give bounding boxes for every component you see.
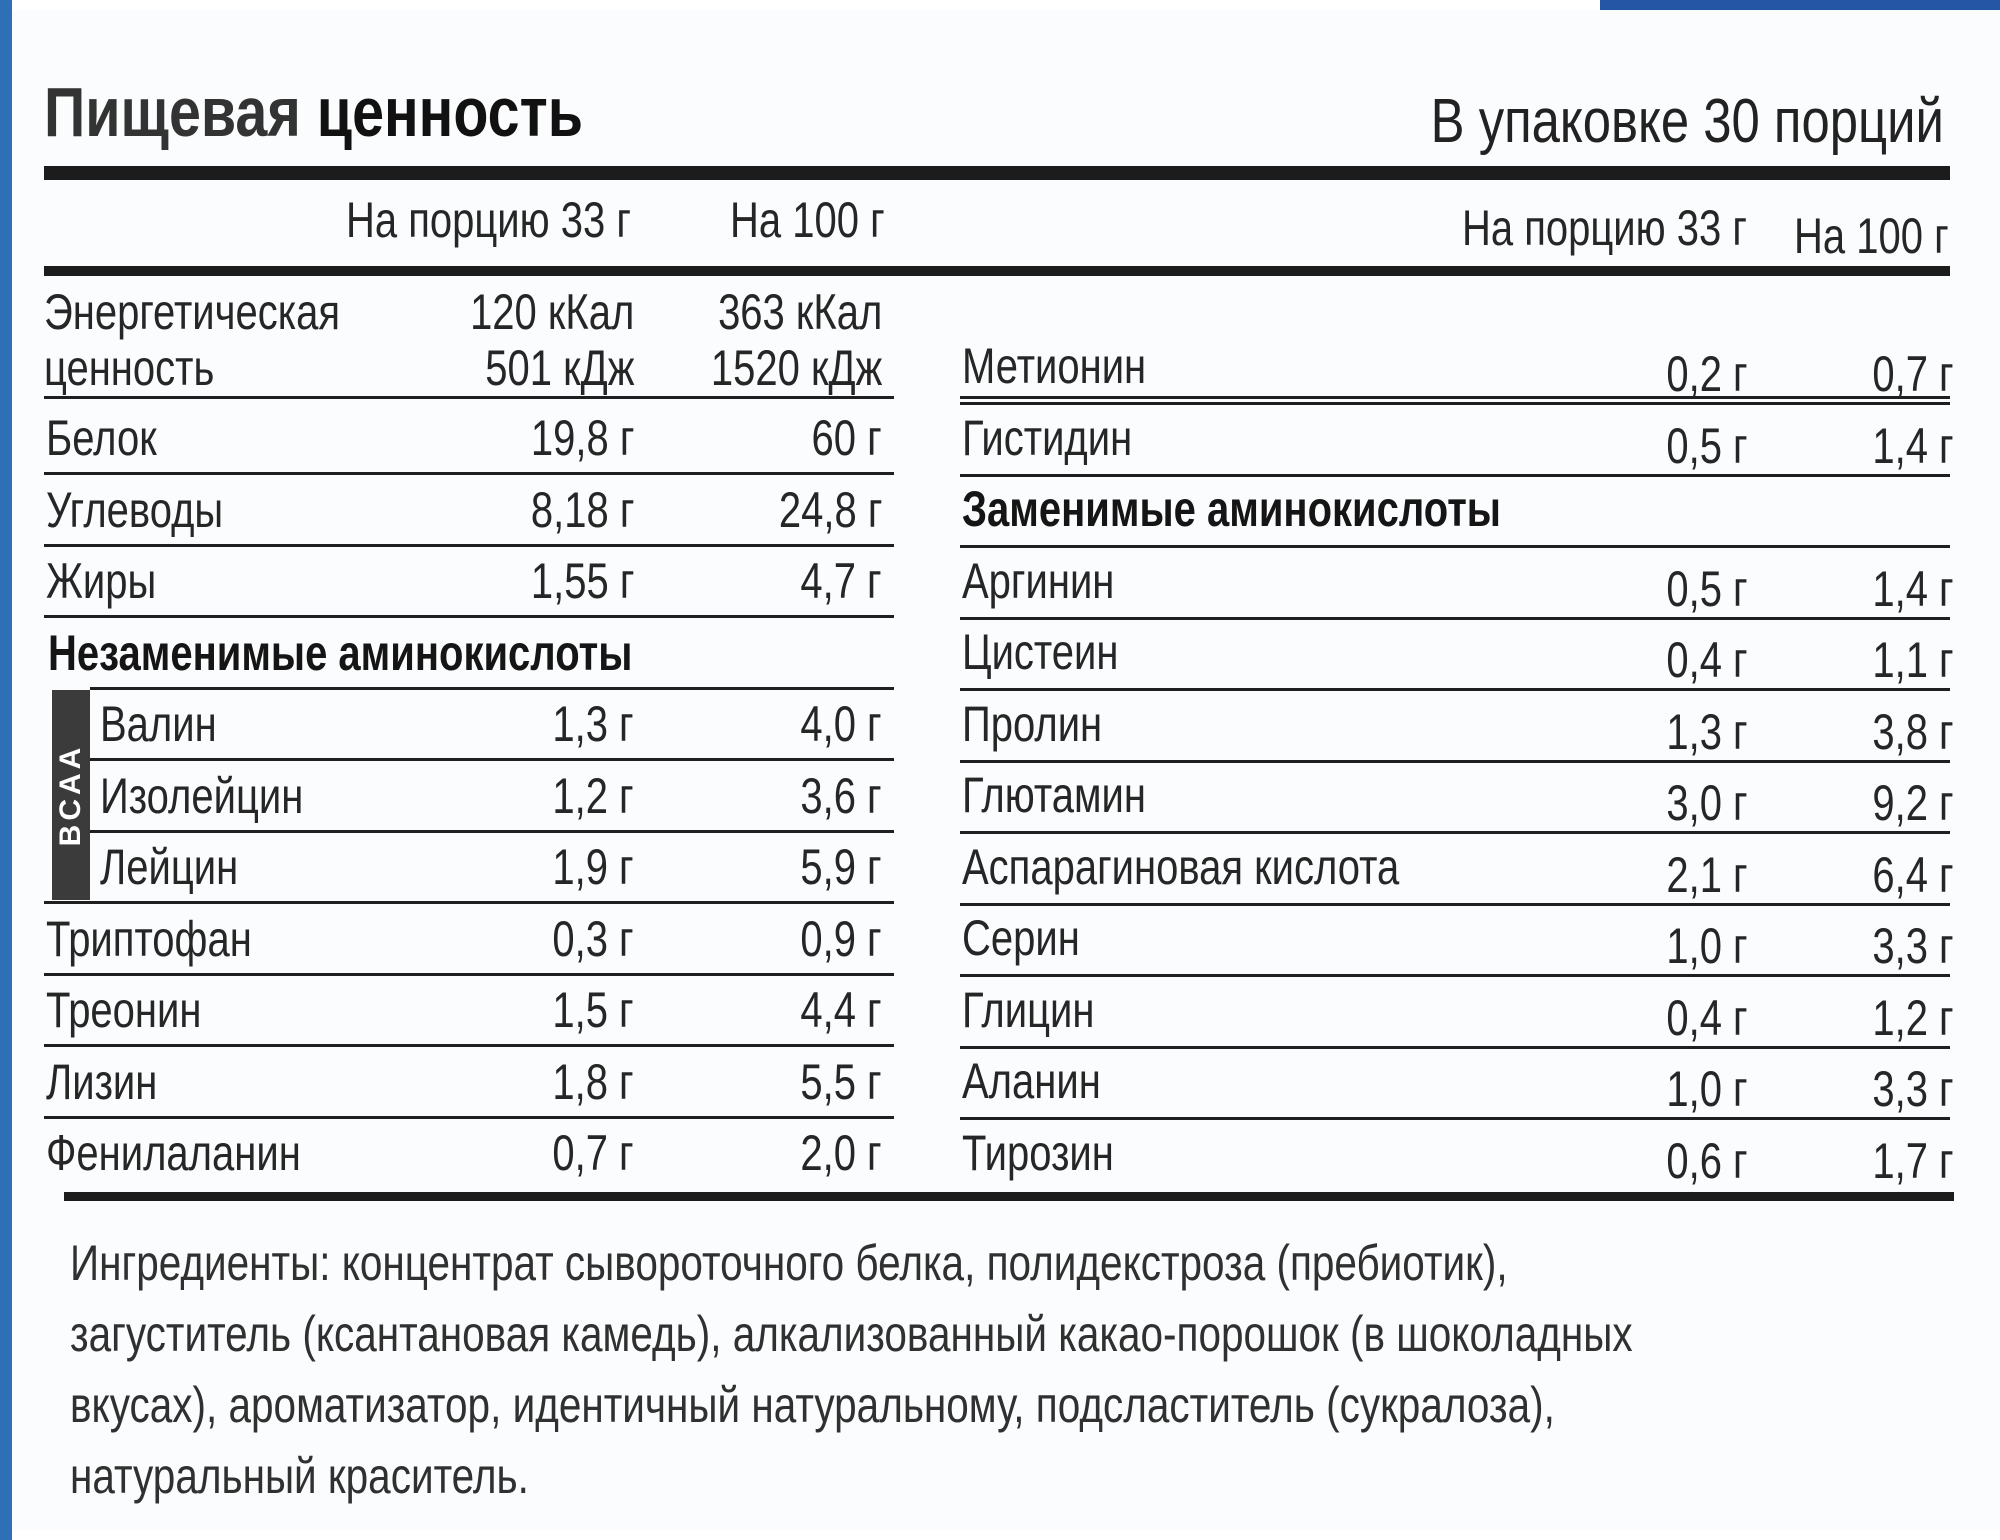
nutrient-serving: 8,18 г [530, 482, 634, 538]
ingredients-text [70, 1228, 1950, 1512]
row-divider [960, 396, 1950, 399]
nutrient-per100: 4,7 г [800, 553, 882, 609]
nutrient-name: Серин [962, 910, 1080, 966]
nutrient-name: Аспарагиновая кислота [962, 839, 1400, 895]
nutrient-name: Аргинин [962, 553, 1115, 609]
nutrient-name: Аланин [962, 1053, 1101, 1109]
row-divider [44, 1116, 894, 1119]
nutrient-name: Метионин [962, 338, 1147, 394]
nutrient-serving: 0,4 г [1666, 990, 1748, 1046]
nutrient-serving: 0,5 г [1666, 561, 1748, 617]
right-header-per100: На 100 г [1794, 208, 1949, 264]
nutrient-name: Углеводы [46, 482, 224, 538]
nutrient-per100: 1,4 г [1872, 418, 1954, 474]
row-divider [960, 1046, 1950, 1049]
nutrient-name: Гистидин [962, 410, 1133, 466]
row-divider [90, 687, 894, 690]
package-edge-left [0, 0, 12, 1540]
nutrient-name: Глицин [962, 982, 1095, 1038]
nutrient-per100: 4,0 г [800, 696, 882, 752]
row-divider [960, 1117, 1950, 1120]
nutrient-name: Жиры [46, 553, 157, 609]
nutrient-name: Глютамин [962, 767, 1146, 823]
nutrient-serving: 1,8 г [552, 1054, 634, 1110]
nutrient-name: Пролин [962, 696, 1103, 752]
nutrient-per100: 60 г [811, 410, 882, 466]
left-header-serving: На порцию 33 г [346, 192, 631, 248]
nutrient-serving: 19,8 г [530, 410, 634, 466]
energy-per100-kcal: 363 кКал [717, 284, 882, 340]
ingredients-line: Ингредиенты: концентрат сывороточного белка, полидекстроза (пребиотик), [70, 1235, 1508, 1291]
title-word-2: ценность [316, 73, 583, 151]
energy-label-line2: ценность [44, 340, 215, 396]
row-divider [44, 396, 894, 399]
bottom-rule [64, 1192, 1954, 1201]
nutrient-per100: 9,2 г [1872, 775, 1954, 831]
nutrient-name: Триптофан [46, 911, 252, 967]
nutrient-per100: 3,3 г [1872, 1061, 1954, 1117]
nutrient-per100: 0,7 г [1872, 346, 1954, 402]
title-word-1: Пищевая [44, 73, 301, 151]
bcaa-badge [52, 690, 90, 900]
energy-serving-kcal: 120 кКал [469, 284, 634, 340]
page-title [44, 72, 583, 152]
nutrient-serving: 1,55 г [530, 553, 634, 609]
nutrient-name: Лизин [46, 1054, 158, 1110]
nutrient-per100: 1,2 г [1872, 990, 1954, 1046]
nutrient-name: Валин [100, 696, 217, 752]
nutrient-per100: 3,3 г [1872, 918, 1954, 974]
row-divider [90, 758, 894, 761]
row-divider [44, 1044, 894, 1047]
nutrient-per100: 1,1 г [1872, 632, 1954, 688]
row-divider [44, 615, 894, 618]
servings-note: В упаковке 30 порций [1430, 87, 1944, 156]
row-divider [960, 402, 1950, 405]
nutrient-serving: 1,3 г [552, 696, 634, 752]
row-divider [960, 617, 1950, 620]
nutrient-serving: 1,5 г [552, 982, 634, 1038]
nutrient-per100: 24,8 г [778, 482, 882, 538]
energy-serving-kj: 501 кДж [484, 340, 634, 396]
nutrient-name: Изолейцин [100, 768, 304, 824]
row-divider [960, 474, 1950, 477]
nutrient-serving: 0,7 г [552, 1125, 634, 1181]
nutrient-name: Цистеин [962, 624, 1119, 680]
nutrient-per100: 3,6 г [800, 768, 882, 824]
energy-label-line1: Энергетическая [44, 284, 340, 340]
nutrient-per100: 6,4 г [1872, 847, 1954, 903]
section-heading: Незаменимые аминокислоты [48, 625, 633, 681]
ingredients-line: вкусах), ароматизатор, идентичный натуральному, подсластитель (сукралоза), [70, 1377, 1555, 1433]
row-divider [44, 973, 894, 976]
nutrient-per100: 5,5 г [800, 1054, 882, 1110]
energy-per100-kj: 1520 кДж [710, 340, 882, 396]
nutrient-serving: 1,0 г [1666, 918, 1748, 974]
ingredients-line: загуститель (ксантановая камедь), алкализованный какао-порошок (в шоколадных [70, 1306, 1633, 1362]
nutrient-serving: 1,2 г [552, 768, 634, 824]
ingredients-line: натуральный краситель. [70, 1448, 529, 1504]
row-divider [44, 901, 894, 904]
nutrient-name: Фенилаланин [46, 1125, 301, 1181]
nutrient-serving: 0,2 г [1666, 346, 1748, 402]
left-header-per100: На 100 г [730, 192, 885, 248]
nutrient-serving: 1,3 г [1666, 704, 1748, 760]
row-divider [960, 688, 1950, 691]
row-divider [960, 545, 1950, 548]
nutrient-name: Лейцин [100, 839, 239, 895]
nutrient-per100: 1,4 г [1872, 561, 1954, 617]
row-divider [90, 830, 894, 833]
nutrient-serving: 0,5 г [1666, 418, 1748, 474]
nutrient-per100: 4,4 г [800, 982, 882, 1038]
section-heading: Заменимые аминокислоты [962, 481, 1501, 537]
nutrient-serving: 2,1 г [1666, 847, 1748, 903]
row-divider [960, 903, 1950, 906]
nutrient-per100: 2,0 г [800, 1125, 882, 1181]
bcaa-label: BCAA [54, 743, 87, 847]
nutrient-serving: 0,4 г [1666, 632, 1748, 688]
row-divider [960, 974, 1950, 977]
nutrient-name: Белок [46, 410, 157, 466]
row-divider [960, 831, 1950, 834]
nutrient-per100: 0,9 г [800, 911, 882, 967]
row-divider [44, 472, 894, 475]
nutrient-per100: 1,7 г [1872, 1133, 1954, 1189]
top-rule [44, 166, 1950, 180]
nutrient-serving: 3,0 г [1666, 775, 1748, 831]
row-divider [960, 760, 1950, 763]
header-rule [44, 266, 1950, 276]
nutrient-per100: 5,9 г [800, 839, 882, 895]
right-header-serving: На порцию 33 г [1462, 200, 1747, 256]
nutrient-serving: 1,9 г [552, 839, 634, 895]
package-edge-top [1600, 0, 2000, 10]
nutrient-per100: 3,8 г [1872, 704, 1954, 760]
row-divider [44, 544, 894, 547]
nutrient-serving: 0,6 г [1666, 1133, 1748, 1189]
nutrient-serving: 0,3 г [552, 911, 634, 967]
nutrient-serving: 1,0 г [1666, 1061, 1748, 1117]
nutrient-name: Треонин [46, 982, 202, 1038]
nutrient-name: Тирозин [962, 1125, 1114, 1181]
